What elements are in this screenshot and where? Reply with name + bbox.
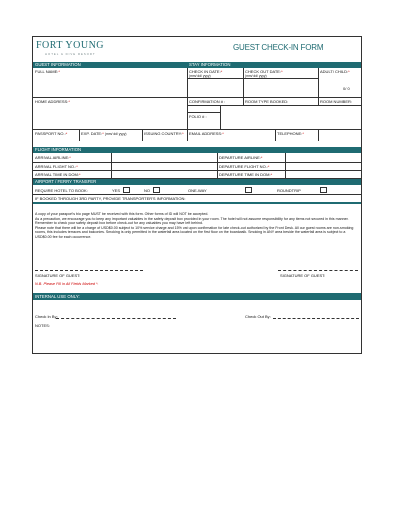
stay-information-header: STAY INFORMATION [187, 62, 361, 68]
exp-date-label: EXP. DATE:* (mm/ dd/ yyyy) [81, 131, 127, 136]
telephone-label: TELEPHONE:* [277, 131, 304, 136]
arrival-flight-label: ARRIVAL FLIGHT NO.:* [35, 164, 78, 169]
logo-tagline: HOTEL & DIVE RESORT [45, 52, 96, 56]
one-way-label: ONE-WAY [188, 188, 207, 193]
confirmation-label: CONFIRMATION # : [189, 99, 226, 104]
notes-label: NOTES: [35, 323, 50, 328]
arrival-airline-label: ARRIVAL AIRLINE:* [35, 155, 71, 160]
departure-flight-label: DEPARTURE FLIGHT NO.:* [219, 164, 270, 169]
home-address-label: HOME ADDRESS:* [35, 99, 70, 104]
one-way-checkbox[interactable] [245, 187, 252, 193]
passport-label: PASSPORT NO.:* [35, 131, 68, 136]
require-hotel-label: REQUIRE HOTEL TO BOOK: [35, 188, 88, 193]
form-title: GUEST CHECK-IN FORM [233, 43, 324, 52]
third-party-label: IF BOOKED THROUGH 3RD PARTY, PROVIDE TRANSPORTER'S INFORMATION: [35, 196, 186, 201]
no-label: NO [144, 188, 150, 193]
issuing-country-label: ISSUING COUNTRY:* [144, 131, 184, 136]
adult-child-label: ADULT/ CHILD:* [320, 69, 350, 74]
full-name-label: FULL NAME:* [35, 69, 60, 74]
room-number-label: ROOM NUMBER: [320, 99, 352, 104]
check-in-date-label: CHECK IN DATE:* (mm/ dd/ yyyy) [189, 69, 223, 78]
yes-checkbox[interactable] [123, 187, 130, 193]
flight-information-header: FLIGHT INFORMATION [33, 147, 361, 153]
room-type-label: ROOM TYPE BOOKED: [245, 99, 289, 104]
arrival-time-label: ARRIVAL TIME IN DOM:* [35, 172, 81, 177]
guest-signature-label-left: SIGNATURE OF GUEST: [35, 273, 81, 278]
folio-label: FOLIO # : [189, 114, 207, 119]
checked-in-by-label: Check In By: [35, 314, 58, 319]
guest-signature-label-right: SIGNATURE OF GUEST: [280, 273, 326, 278]
terms-text: A copy of your passport's bio page MUST be received with this form. Other forms of ID will NOT be accepted. As a precaution, we encourage you to keep any important valuables in the safety deposit box provided in your room. The hotel will not assume responsibility for any items not secured in this manner. Remember to check your safety deposit box before check-out for any valuables you may have left behind. Please note that there will be a charge of USD$0.00 subject to 10% service charge and 15% vat upon confirmation for late check-out authorized by the Front Desk. All our guest rooms are non-smoking rooms, this includes terraces and balconies. Smoking is only permitted in the waterfall area located on the first floor on the boardwalk. Smoking in ANY area beside the waterfall area is subject to a USD$0.00 fee for each occurrence. [35, 212, 354, 239]
departure-airline-label: DEPARTURE AIRLINE:* [219, 155, 263, 160]
check-out-date-label: CHECK OUT DATE:* (mm/ dd/ yyyy) [245, 69, 283, 78]
roundtrip-label: ROUNDTRIP [277, 188, 301, 193]
guest-information-header: GUEST INFORMATION [33, 62, 187, 68]
departure-time-label: DEPARTURE TIME IN DOM:* [219, 172, 273, 177]
adult-child-value[interactable]: 0/ 0 [343, 86, 350, 91]
checked-out-by-label: Check Out By: [245, 314, 271, 319]
no-checkbox[interactable] [153, 187, 160, 193]
guest-check-in-form [32, 36, 362, 354]
hotel-logo: FORT YOUNG [36, 40, 105, 51]
internal-use-header: INTERNAL USE ONLY: [33, 293, 361, 300]
required-fields-note: N.B. Please Fill in All Fields Marked *. [35, 282, 99, 286]
roundtrip-checkbox[interactable] [320, 187, 327, 193]
email-label: EMAIL ADDRESS:* [189, 131, 224, 136]
airport-transfer-header: AIRPORT / FERRY TRANSFER [33, 179, 361, 185]
yes-label: YES [112, 188, 121, 193]
